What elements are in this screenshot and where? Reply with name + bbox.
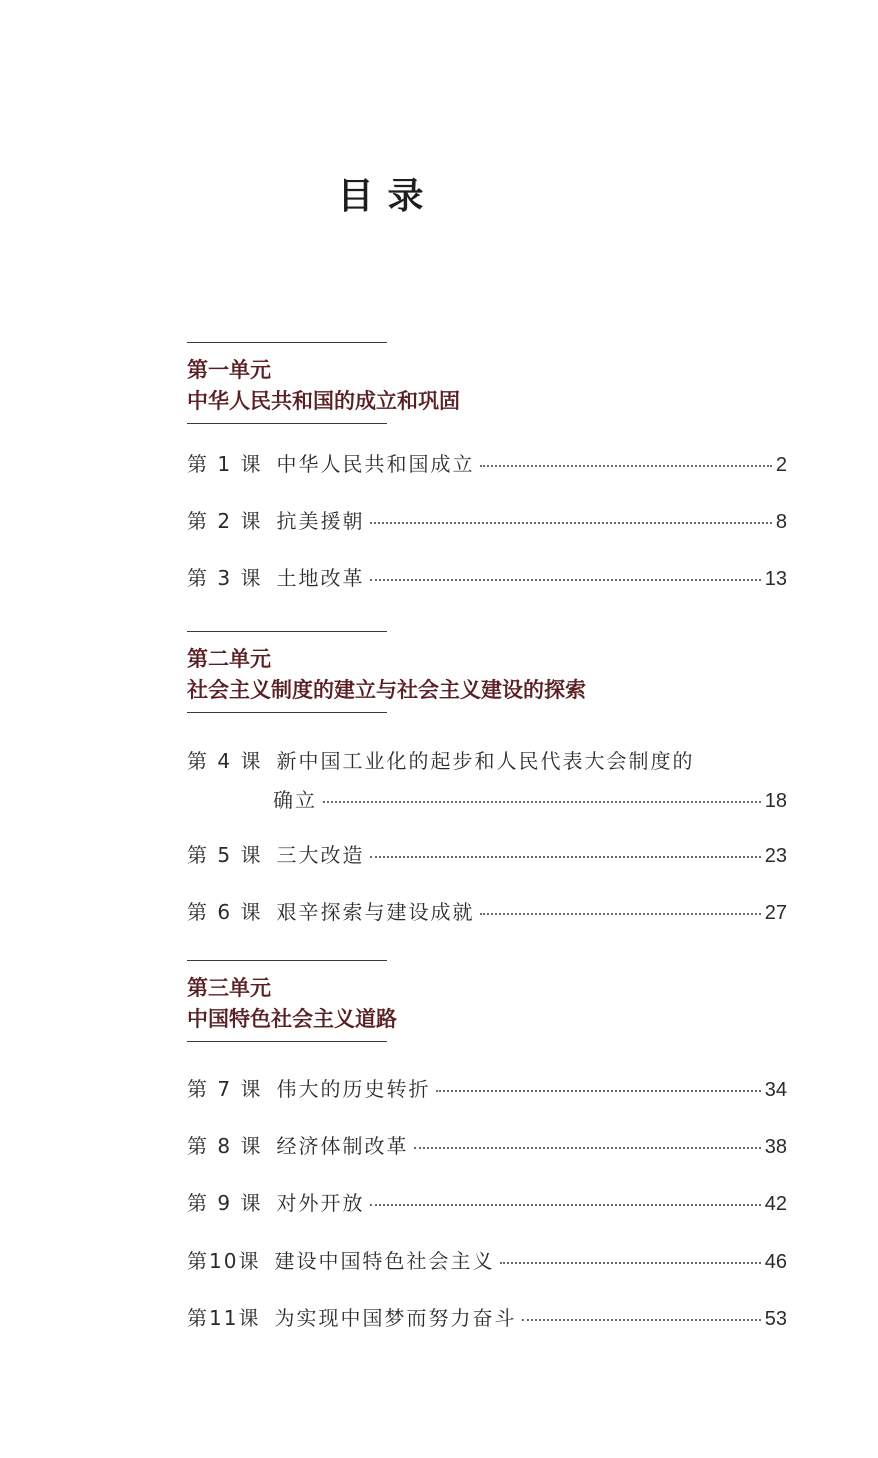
page-number: 46: [764, 1251, 787, 1273]
page-number: 13: [764, 568, 787, 590]
unit-name: 中华人民共和国的成立和巩固: [187, 389, 460, 413]
dot-leader: [500, 1262, 760, 1264]
lesson-title: 土地改革: [276, 566, 365, 590]
toc-entry-lesson-7[interactable]: [187, 1073, 787, 1102]
page-number: 34: [764, 1079, 787, 1101]
lesson-title: 抗美援朝: [276, 509, 365, 533]
toc-entry-lesson-8[interactable]: [187, 1130, 787, 1159]
lesson-title: 对外开放: [276, 1191, 365, 1215]
dot-leader: [480, 465, 771, 467]
lesson-number: 第10课: [187, 1249, 261, 1273]
page-title: 目录: [337, 176, 438, 217]
toc-entry-lesson-2[interactable]: [187, 505, 787, 534]
toc-entry-lesson-1[interactable]: [187, 448, 787, 477]
page-number: 18: [764, 790, 787, 812]
unit-name: 中国特色社会主义道路: [187, 1007, 397, 1031]
unit-header-2: [187, 631, 787, 713]
page-number: 2: [775, 454, 787, 476]
lesson-title: 三大改造: [276, 843, 365, 867]
dot-leader: [370, 579, 760, 581]
unit-top-rule: [187, 631, 387, 632]
page-number: 8: [775, 511, 787, 533]
toc-entry-lesson-11[interactable]: [187, 1302, 787, 1331]
unit-bottom-rule: [187, 1041, 387, 1042]
toc-entry-lesson-5[interactable]: [187, 839, 787, 868]
toc-entry-lesson-3[interactable]: [187, 562, 787, 591]
page-number: 23: [764, 845, 787, 867]
lesson-title: 中华人民共和国成立: [276, 452, 475, 476]
lesson-number: 第 1 课: [187, 452, 263, 476]
lesson-number: 第 3 课: [187, 566, 263, 590]
dot-leader: [436, 1090, 760, 1092]
dot-leader: [480, 913, 760, 915]
lesson-number: 第11课: [187, 1306, 261, 1330]
lesson-number: 第 4 课: [187, 749, 263, 773]
unit-label: 第三单元: [187, 976, 271, 1000]
dot-leader: [522, 1319, 760, 1321]
toc-entry-lesson-10[interactable]: [187, 1245, 787, 1274]
lesson-number: 第 5 课: [187, 843, 263, 867]
unit-label: 第二单元: [187, 647, 271, 671]
unit-bottom-rule: [187, 423, 387, 424]
toc-entry-lesson-4[interactable]: [187, 745, 787, 813]
lesson-title: 新中国工业化的起步和人民代表大会制度的: [276, 749, 695, 773]
page-number: 38: [764, 1136, 787, 1158]
lesson-title: 建设中国特色社会主义: [274, 1249, 495, 1273]
unit-header-1: [187, 342, 787, 424]
lesson-title-continued: 确立: [273, 788, 317, 812]
unit-name: 社会主义制度的建立与社会主义建设的探索: [187, 678, 586, 702]
unit-bottom-rule: [187, 712, 387, 713]
unit-top-rule: [187, 342, 387, 343]
page-number: 27: [764, 902, 787, 924]
lesson-number: 第 2 课: [187, 509, 263, 533]
lesson-title: 艰辛探索与建设成就: [276, 900, 475, 924]
dot-leader: [414, 1147, 760, 1149]
toc-entry-lesson-6[interactable]: [187, 896, 787, 925]
lesson-title: 经济体制改革: [276, 1134, 409, 1158]
lesson-title: 伟大的历史转折: [276, 1077, 431, 1101]
toc-entry-lesson-9[interactable]: [187, 1187, 787, 1216]
lesson-number: 第 7 课: [187, 1077, 263, 1101]
unit-top-rule: [187, 960, 387, 961]
lesson-number: 第 6 课: [187, 900, 263, 924]
dot-leader: [323, 801, 761, 803]
dot-leader: [370, 1204, 760, 1206]
lesson-title: 为实现中国梦而努力奋斗: [274, 1306, 517, 1330]
lesson-number: 第 8 课: [187, 1134, 263, 1158]
unit-label: 第一单元: [187, 358, 271, 382]
unit-header-3: [187, 960, 787, 1042]
page-number: 53: [764, 1308, 787, 1330]
page-number: 42: [764, 1193, 787, 1215]
dot-leader: [370, 522, 771, 524]
dot-leader: [370, 856, 760, 858]
lesson-number: 第 9 课: [187, 1191, 263, 1215]
